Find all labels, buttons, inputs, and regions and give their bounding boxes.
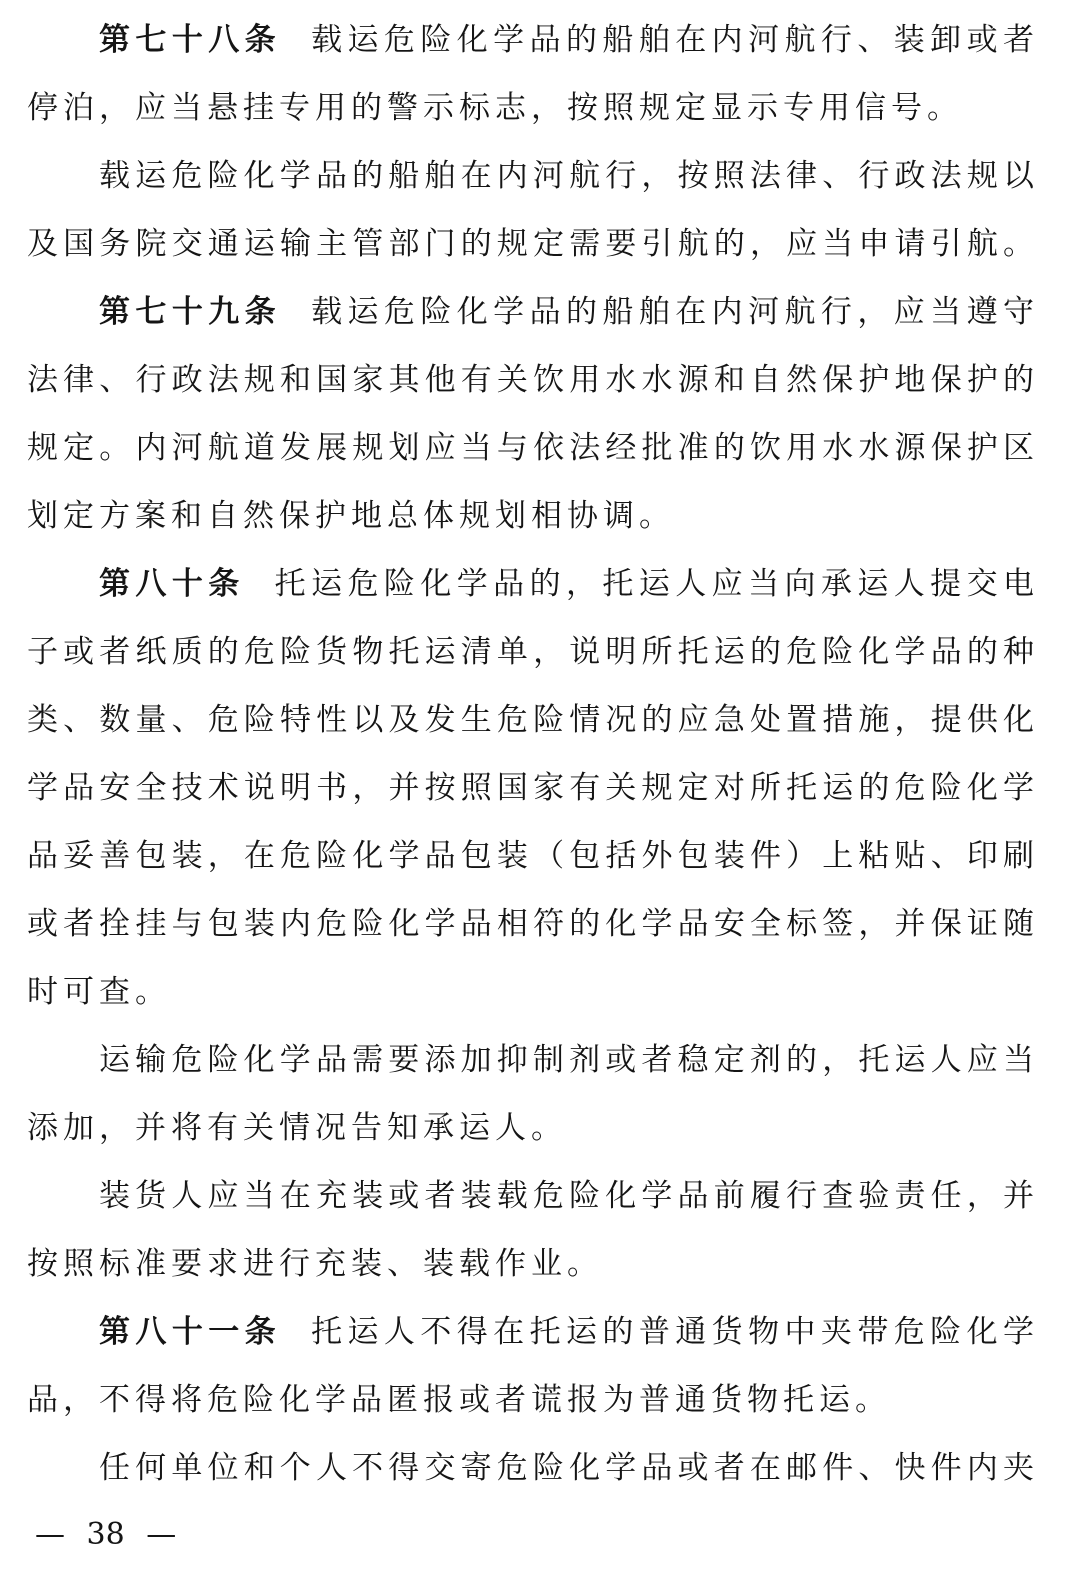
text-line [27, 958, 1037, 1026]
line-text: 规定。内河航道发展规划应当与依法经批准的饮用水水源保护区 [27, 430, 1037, 466]
article-number: 第八十条 [99, 566, 245, 602]
text-line [27, 1230, 1037, 1298]
line-text: 或者拴挂与包装内危险化学品相符的化学品安全标签，并保证随 [27, 906, 1037, 942]
line-text: 装货人应当在充装或者装载危险化学品前履行查验责任，并 [99, 1178, 1037, 1214]
line-text: 类、数量、危险特性以及发生危险情况的应急处置措施，提供化 [27, 702, 1037, 738]
line-text: 按照标准要求进行充装、装载作业。 [27, 1246, 603, 1282]
text-line [27, 1366, 1037, 1434]
text-line [27, 822, 1037, 890]
line-text: 子或者纸质的危险货物托运清单，说明所托运的危险化学品的种 [27, 634, 1037, 670]
line-text: 任何单位和个人不得交寄危险化学品或者在邮件、快件内夹 [99, 1450, 1037, 1486]
line-text: 划定方案和自然保护地总体规划相协调。 [27, 498, 675, 534]
text-line [27, 74, 1037, 142]
text-line [27, 210, 1037, 278]
text-line [27, 482, 1037, 550]
text-line [27, 1162, 1037, 1230]
line-text: 托运危险化学品的，托运人应当向承运人提交电 [274, 566, 1037, 602]
line-text: 法律、行政法规和国家其他有关饮用水水源和自然保护地保护的 [27, 362, 1037, 398]
document-body [27, 6, 1037, 1502]
text-line [27, 686, 1037, 754]
text-line [27, 890, 1037, 958]
text-line [27, 1026, 1037, 1094]
text-line [27, 1434, 1037, 1502]
text-line [27, 754, 1037, 822]
text-line [27, 346, 1037, 414]
text-line [27, 414, 1037, 482]
text-line [27, 278, 1037, 346]
line-text: 载运危险化学品的船舶在内河航行、装卸或者 [311, 22, 1037, 58]
page-number: — 38 — [35, 1517, 177, 1552]
text-line [27, 142, 1037, 210]
line-text: 添加，并将有关情况告知承运人。 [27, 1110, 567, 1146]
line-text: 及国务院交通运输主管部门的规定需要引航的，应当申请引航。 [27, 226, 1037, 262]
text-line [27, 6, 1037, 74]
text-line [27, 1298, 1037, 1366]
line-text: 品妥善包装，在危险化学品包装（包括外包装件）上粘贴、印刷 [27, 838, 1037, 874]
line-text: 载运危险化学品的船舶在内河航行，应当遵守 [311, 294, 1037, 330]
text-line [27, 550, 1037, 618]
article-number: 第七十八条 [99, 22, 282, 58]
text-line [27, 618, 1037, 686]
line-text: 品，不得将危险化学品匿报或者谎报为普通货物托运。 [27, 1382, 891, 1418]
line-text: 载运危险化学品的船舶在内河航行，按照法律、行政法规以 [99, 158, 1037, 194]
text-line [27, 1094, 1037, 1162]
line-text: 学品安全技术说明书，并按照国家有关规定对所托运的危险化学 [27, 770, 1037, 806]
article-number: 第八十一条 [99, 1314, 282, 1350]
line-text: 托运人不得在托运的普通货物中夹带危险化学 [311, 1314, 1037, 1350]
article-number: 第七十九条 [99, 294, 282, 330]
line-text: 时可查。 [27, 974, 171, 1010]
line-text: 运输危险化学品需要添加抑制剂或者稳定剂的，托运人应当 [99, 1042, 1037, 1078]
line-text: 停泊，应当悬挂专用的警示标志，按照规定显示专用信号。 [27, 90, 963, 126]
